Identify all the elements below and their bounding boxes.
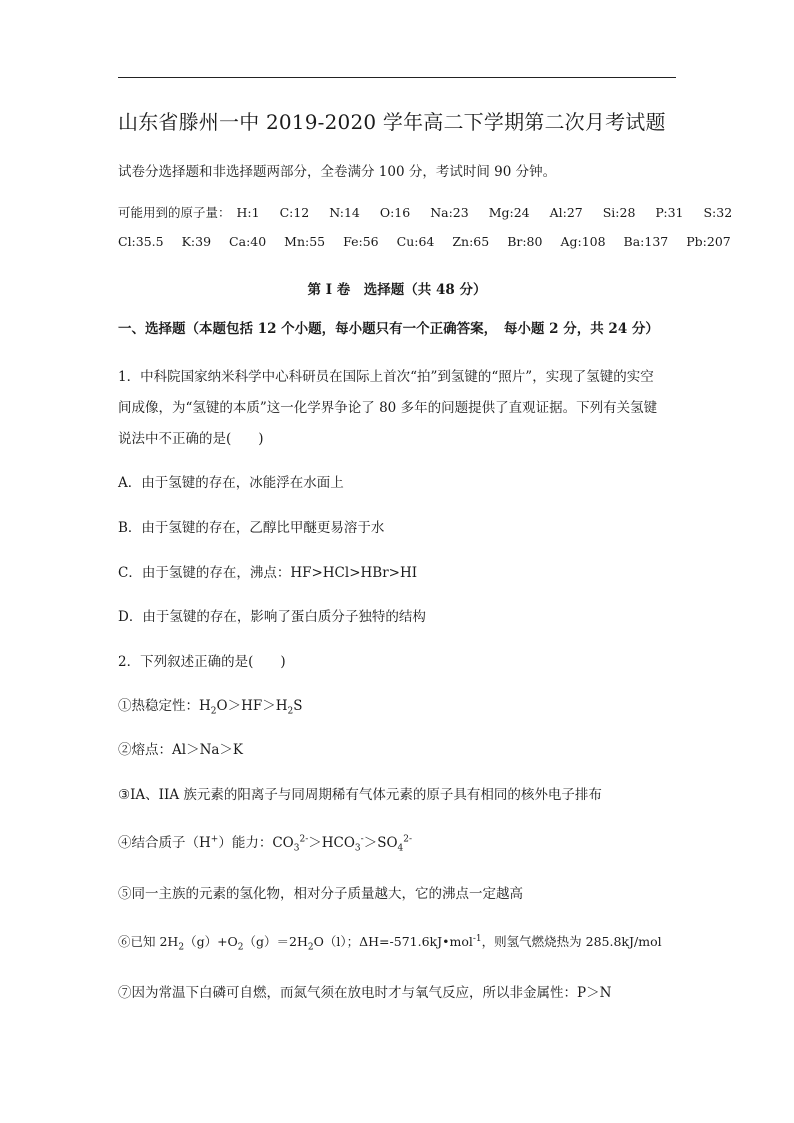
statement-text: ⑥已知 2H (118, 934, 179, 949)
question-1-option-a: A．由于氢键的存在，冰能浮在水面上 (118, 475, 344, 491)
superscript: - (360, 834, 364, 845)
question-1-option-b: B．由于氢键的存在，乙醇比甲醚更易溶于水 (118, 520, 385, 536)
atomic-mass: Al:27 (549, 205, 583, 220)
page-title: 山东省滕州一中 2019-2020 学年高二下学期第二次月考试题 (118, 110, 666, 134)
subscript: 2 (210, 706, 217, 717)
subscript: 3 (293, 843, 300, 854)
question-2-statement-1 (118, 694, 303, 717)
statement-text: O（l）；ΔH=-571.6kJ•mol (313, 934, 473, 949)
statement-text: （g）+O (184, 934, 238, 949)
section-title: 第 I 卷 选择题（共 48 分） (307, 282, 487, 298)
question-1-line-1: 1．中科院国家纳米科学中心科研员在国际上首次“拍”到氢键的“照片”，实现了氢键的实空 (118, 369, 654, 385)
question-2-statement-6 (118, 932, 662, 953)
atomic-masses-label: 可能用到的原子量： (118, 205, 231, 220)
superscript: 2- (403, 834, 413, 845)
superscript: + (210, 834, 219, 845)
atomic-mass: S:32 (703, 205, 733, 220)
question-2-statement-3: ③IA、IIA 族元素的阳离子与同周期稀有气体元素的原子具有相同的核外电子排布 (118, 787, 602, 803)
atomic-mass: Ag:108 (560, 234, 606, 249)
subscript: 3 (354, 843, 361, 854)
statement-text: ）能力：CO (218, 835, 294, 851)
question-2-statement-4 (118, 831, 413, 854)
exam-intro: 试卷分选择题和非选择题两部分，全卷满分 100 分，考试时间 90 分钟。 (118, 164, 557, 180)
statement-text: S (293, 698, 303, 714)
atomic-mass: O:16 (379, 205, 411, 220)
subscript: 2 (237, 942, 244, 953)
atomic-mass: Na:23 (430, 205, 469, 220)
statement-text: （g）＝2H (243, 934, 308, 949)
header-rule (118, 77, 676, 78)
statement-text: ④结合质子（H (118, 835, 211, 851)
atomic-masses-row-1 (118, 203, 732, 221)
statement-text: O＞HF＞H (216, 698, 288, 714)
atomic-mass: Ca:40 (229, 234, 267, 249)
question-1-line-2: 间成像，为“氢键的本质”这一化学界争论了 80 多年的问题提供了直观证据。下列有关氢键 (118, 400, 658, 416)
atomic-mass: Br:80 (507, 234, 543, 249)
superscript: -1 (472, 933, 482, 944)
question-2-stem: 2．下列叙述正确的是( ) (118, 654, 286, 670)
question-1-option-c: C．由于氢键的存在，沸点：HF>HCl>HBr>HI (118, 565, 418, 581)
atomic-mass: Fe:56 (343, 234, 379, 249)
atomic-masses-row-2 (118, 234, 731, 249)
atomic-mass: Cl:35.5 (118, 234, 164, 249)
atomic-mass: Pb:207 (686, 234, 731, 249)
superscript: 2- (299, 834, 309, 845)
atomic-mass: N:14 (329, 205, 360, 220)
atomic-mass: Ba:137 (623, 234, 669, 249)
subscript: 2 (307, 942, 314, 953)
subscript: 4 (397, 843, 404, 854)
subscript: 2 (287, 706, 294, 717)
statement-text: ①热稳定性：H (118, 698, 211, 714)
atomic-mass: K:39 (181, 234, 212, 249)
atomic-mass: C:12 (279, 205, 310, 220)
question-2-statement-7: ⑦因为常温下白磷可自燃，而氮气须在放电时才与氧气反应，所以非金属性：P＞N (118, 985, 612, 1001)
question-1-line-3: 说法中不正确的是( ) (118, 431, 264, 447)
part-heading: 一、选择题（本题包括 12 个小题，每小题只有一个正确答案， 每小题 2 分，共 24 分） (118, 321, 659, 337)
atomic-mass: Si:28 (602, 205, 636, 220)
statement-text: ，则氢气燃烧热为 285.8kJ/mol (481, 934, 662, 949)
statement-text: ＞HCO (308, 835, 355, 851)
question-2-statement-2: ②熔点：Al＞Na＞K (118, 742, 244, 758)
atomic-mass: H:1 (236, 205, 260, 220)
atomic-mass: Mg:24 (488, 205, 530, 220)
subscript: 2 (178, 942, 185, 953)
question-2-statement-5: ⑤同一主族的元素的氢化物，相对分子质量越大，它的沸点一定越高 (118, 886, 523, 902)
atomic-mass: Cu:64 (396, 234, 435, 249)
statement-text: ＞SO (363, 835, 398, 851)
atomic-mass: Zn:65 (452, 234, 490, 249)
atomic-mass: Mn:55 (284, 234, 326, 249)
question-1-option-d: D．由于氢键的存在，影响了蛋白质分子独特的结构 (118, 609, 426, 625)
atomic-mass: P:31 (655, 205, 684, 220)
